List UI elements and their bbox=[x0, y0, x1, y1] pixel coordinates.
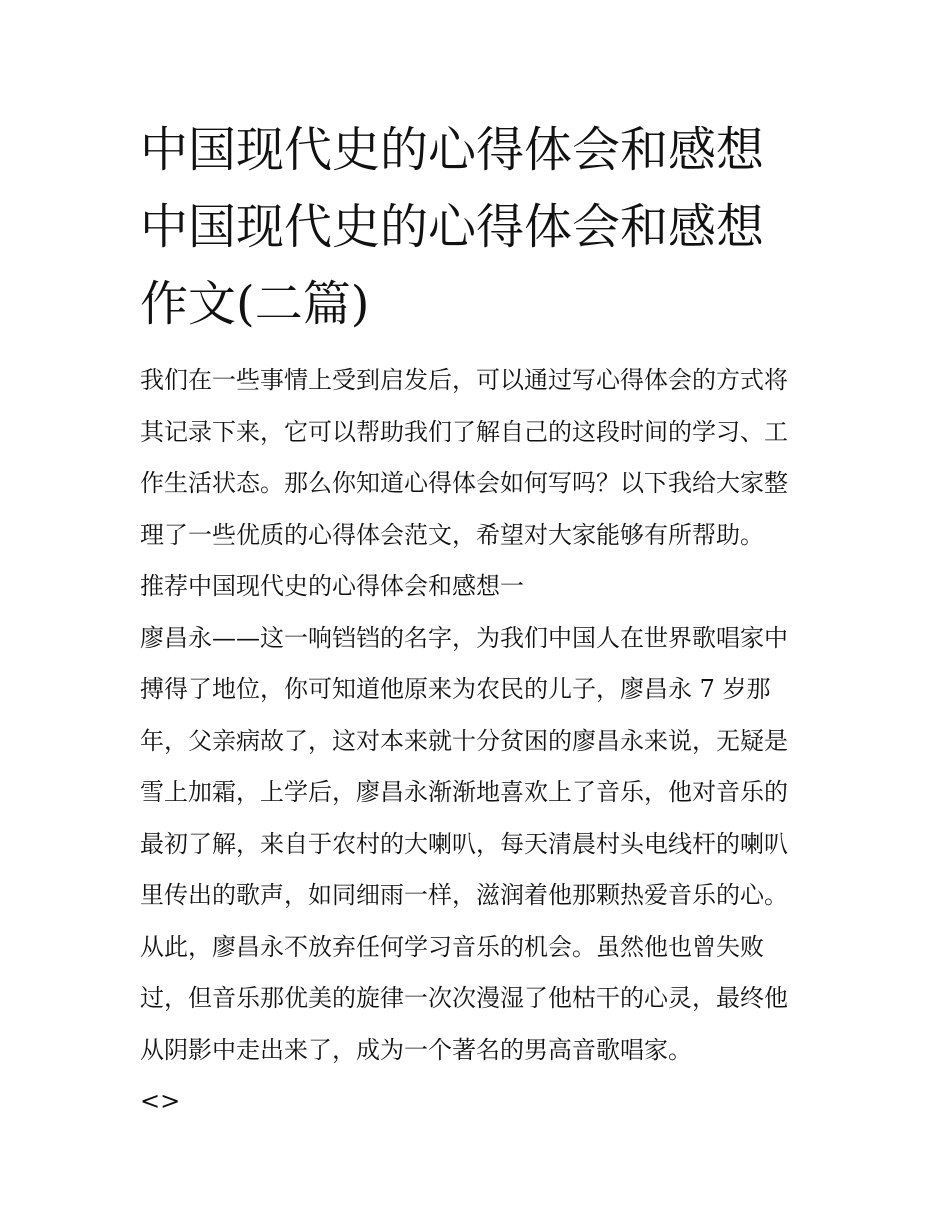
title-line: 中国现代史的心得体会和感想 bbox=[140, 199, 765, 255]
body-line: 搏得了地位，你可知道他原来为农民的儿子，廖昌永 7 岁那 bbox=[140, 675, 771, 703]
body-line: 最初了解，来自于农村的大喇叭，每天清晨村头电线杆的喇叭 bbox=[140, 829, 788, 858]
document-title bbox=[140, 112, 820, 343]
intro-line: 其记录下来，它可以帮助我们了解自己的这段时间的学习、工 bbox=[140, 417, 788, 446]
title-line: 作文(二篇) bbox=[140, 276, 370, 332]
body-line: 从此，廖昌永不放弃任何学习音乐的机会。虽然他也曾失败 bbox=[140, 932, 764, 961]
title-line: 中国现代史的心得体会和感想 bbox=[140, 122, 765, 178]
body-line: 雪上加霜，上学后，廖昌永渐渐地喜欢上了音乐，他对音乐的 bbox=[140, 778, 788, 806]
body-line: 年，父亲病故了，这对本来就十分贫困的廖昌永来说，无疑是 bbox=[140, 726, 788, 755]
trailing-mark: <> bbox=[140, 1087, 181, 1115]
body-line: 廖昌永——这一响铛铛的名字，为我们中国人在世界歌唱家中 bbox=[140, 623, 788, 652]
document-body bbox=[140, 355, 820, 1128]
body-line: 过，但音乐那优美的旋律一次次漫湿了他枯干的心灵，最终他 bbox=[140, 984, 788, 1012]
intro-line: 理了一些优质的心得体会范文，希望对大家能够有所帮助。 bbox=[140, 520, 764, 549]
document-page bbox=[140, 112, 820, 1128]
intro-line: 作生活状态。那么你知道心得体会如何写吗？以下我给大家整 bbox=[140, 469, 788, 497]
body-line: 从阴影中走出来了，成为一个著名的男高音歌唱家。 bbox=[140, 1035, 692, 1064]
intro-line: 我们在一些事情上受到启发后，可以通过写心得体会的方式将 bbox=[140, 366, 788, 394]
body-line: 里传出的歌声，如同细雨一样，滋润着他那颗热爱音乐的心。 bbox=[140, 881, 788, 909]
section-heading: 推荐中国现代史的心得体会和感想一 bbox=[140, 572, 524, 600]
